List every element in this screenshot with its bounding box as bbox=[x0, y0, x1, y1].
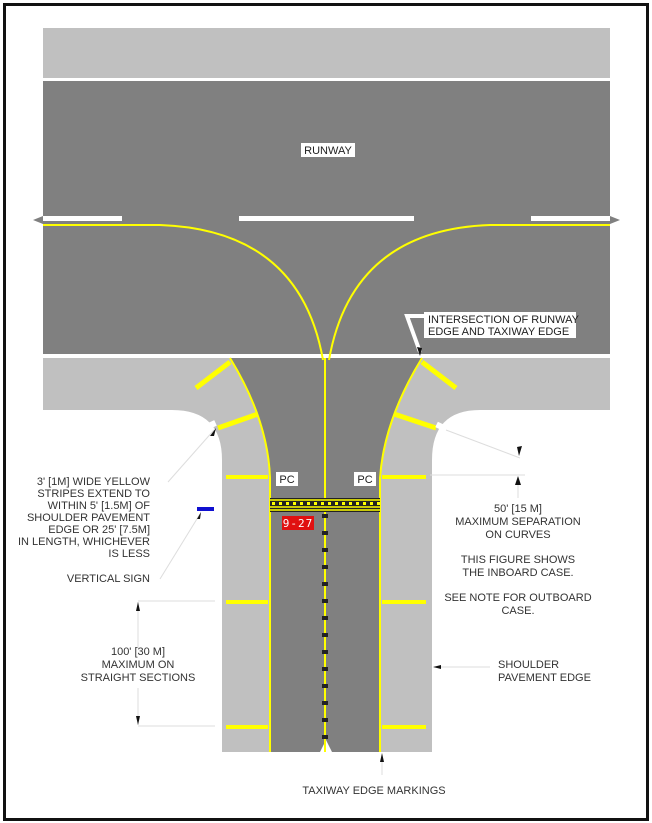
vertical-sign-leader bbox=[160, 514, 200, 579]
straight-note-line2: MAXIMUM ON bbox=[101, 659, 175, 671]
stripes-note-line4: SHOULDER PAVEMENT bbox=[26, 512, 150, 524]
hold-dash bbox=[356, 502, 359, 505]
centerline-dash bbox=[322, 599, 328, 603]
stripes-note-leader bbox=[168, 430, 214, 482]
runway-edge-line bbox=[43, 354, 610, 358]
runway-centerline-dash bbox=[531, 216, 610, 221]
pc-right-label: PC bbox=[357, 474, 373, 486]
inboard-note-line1: THIS FIGURE SHOWS bbox=[460, 554, 576, 566]
hold-dash bbox=[286, 502, 289, 505]
outboard-note-line1: SEE NOTE FOR OUTBOARD bbox=[444, 592, 592, 604]
hold-dash bbox=[300, 502, 303, 505]
hold-dash bbox=[314, 502, 317, 505]
stripes-note-line3: WITHIN 5' [1.5M] OF bbox=[47, 500, 150, 512]
hold-dash bbox=[328, 502, 331, 505]
outboard-note-line2: CASE. bbox=[501, 605, 535, 617]
holding-position-marking bbox=[270, 498, 380, 512]
centerline-dash bbox=[322, 735, 328, 739]
runway-label: RUNWAY bbox=[304, 145, 352, 157]
runway-centerline-dash bbox=[239, 216, 414, 221]
centerline-dash bbox=[322, 633, 328, 637]
hold-sign-text: 9-27 bbox=[282, 517, 314, 530]
hold-dash bbox=[377, 502, 380, 505]
arrow-icon bbox=[515, 476, 521, 485]
curve-note-line2: MAXIMUM SEPARATION bbox=[455, 516, 581, 528]
arrow-icon bbox=[517, 446, 522, 456]
stripes-note-line1: 3' [1M] WIDE YELLOW bbox=[36, 476, 150, 488]
runway-centerline-dash bbox=[43, 216, 122, 221]
hold-dash bbox=[363, 502, 366, 505]
hold-dash bbox=[279, 502, 282, 505]
hold-dash bbox=[370, 502, 373, 505]
arrow-icon bbox=[136, 716, 140, 725]
centerline-dash bbox=[322, 684, 328, 688]
intersection-label-line1: INTERSECTION OF RUNWAY bbox=[428, 314, 579, 326]
curve-dimension-leader bbox=[446, 430, 520, 458]
centerline-dash bbox=[322, 548, 328, 552]
straight-note-line3: STRAIGHT SECTIONS bbox=[80, 672, 196, 684]
vertical-sign-label: VERTICAL SIGN bbox=[66, 573, 150, 585]
hold-dash bbox=[272, 502, 275, 505]
centerline-dash bbox=[322, 650, 328, 654]
straight-note-line1: 100' [30 M] bbox=[110, 646, 166, 658]
curve-note-line3: ON CURVES bbox=[485, 529, 551, 541]
hold-dash bbox=[293, 502, 296, 505]
centerline-dash bbox=[322, 701, 328, 705]
runway-edge-notch-left bbox=[33, 216, 43, 224]
shoulder-label-line1: SHOULDER bbox=[498, 659, 560, 671]
centerline-dash bbox=[322, 667, 328, 671]
hold-dash bbox=[321, 502, 324, 505]
inboard-note-line2: THE INBOARD CASE. bbox=[462, 567, 574, 579]
centerline-dash bbox=[322, 514, 328, 518]
vertical-sign bbox=[197, 507, 214, 511]
centerline-dash bbox=[322, 616, 328, 620]
centerline-dash bbox=[322, 582, 328, 586]
runway-shoulder-top bbox=[43, 28, 610, 78]
arrow-icon bbox=[210, 428, 216, 436]
stripes-note-line6: IN LENGTH, WHICHEVER bbox=[17, 536, 150, 548]
hold-dash bbox=[335, 502, 338, 505]
pc-left-label: PC bbox=[279, 474, 295, 486]
arrow-icon bbox=[380, 753, 384, 762]
stripes-note-line7: IS LESS bbox=[108, 548, 150, 560]
arrow-icon bbox=[136, 602, 140, 611]
arrow-icon bbox=[197, 512, 201, 519]
hold-dash bbox=[342, 502, 345, 505]
hold-dash bbox=[307, 502, 310, 505]
edge-markings-label: TAXIWAY EDGE MARKINGS bbox=[302, 785, 446, 797]
arrow-icon bbox=[433, 665, 441, 669]
runway-edge-notch-right bbox=[610, 216, 620, 224]
shoulder-label-line2: PAVEMENT EDGE bbox=[498, 672, 591, 684]
centerline-dash bbox=[322, 531, 328, 535]
centerline-dash bbox=[322, 718, 328, 722]
stripes-note-line2: STRIPES EXTEND TO bbox=[37, 488, 150, 500]
hold-dash bbox=[349, 502, 352, 505]
curve-note-line1: 50' [15 M] bbox=[494, 503, 542, 515]
intersection-label-line2: EDGE AND TAXIWAY EDGE bbox=[428, 326, 570, 338]
centerline-dash bbox=[322, 565, 328, 569]
stripes-note-line5: EDGE OR 25' [7.5M] bbox=[48, 524, 150, 536]
